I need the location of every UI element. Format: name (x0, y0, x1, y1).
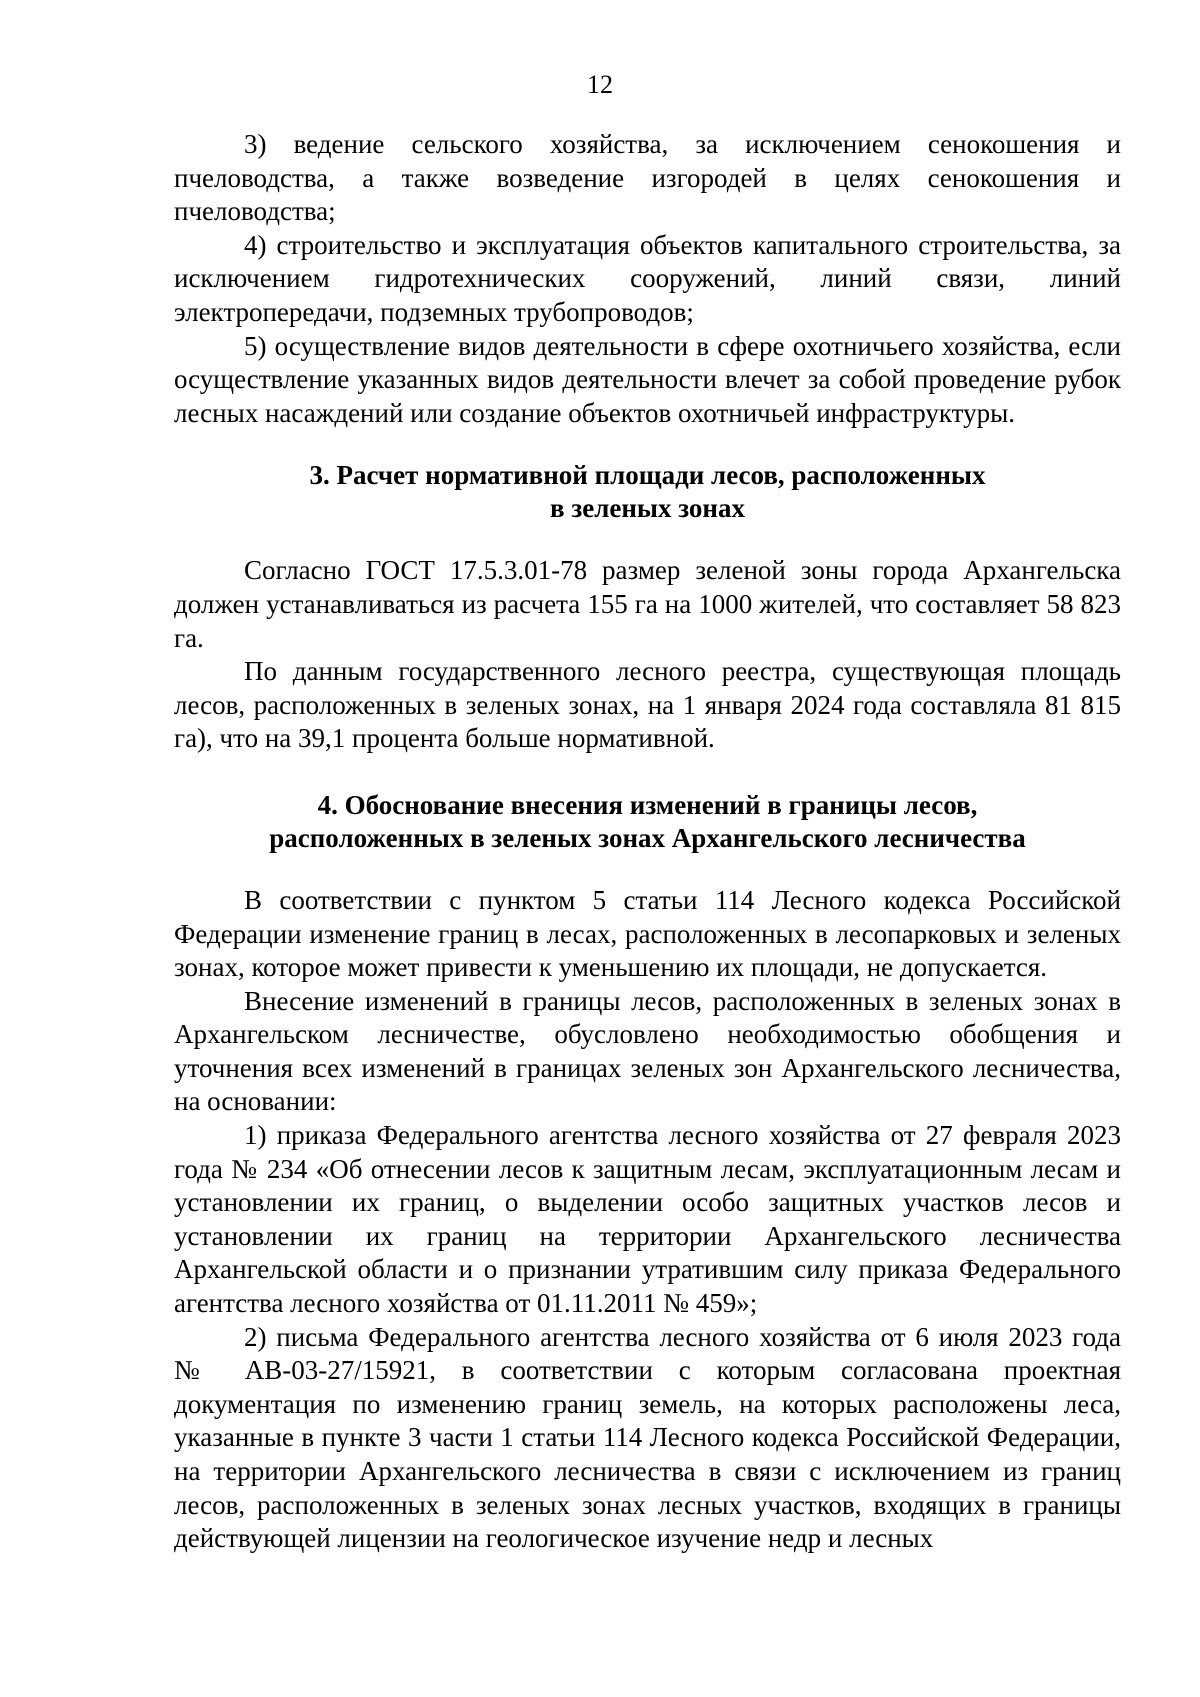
list-item-5: 5) осуществление видов деятельности в сфере охотничьего хозяйства, если осуществление указанных видов деятельности влечет за собой проведение рубок лесных насаждений или создание объектов охотничьей инфраструктуры. (174, 330, 1121, 428)
section-3-body (174, 554, 1121, 756)
page-number: 12 (587, 70, 613, 99)
section-4-heading (174, 789, 1121, 855)
section-4-paragraph: 2) письма Федерального агентства лесного хозяйства от 6 июля 2023 года № АВ-03-27/15921, в соответствии с которым согласована проектная документация по изменению границ земель, на которых расположены леса, указанные в пункте 3 части 1 статьи 114 Лесного кодекса Российской Федерации, на территории Архангельского лесничества в связи с исключением из границ лесов, расположенных в зеленых зонах лесных участков, входящих в границы действующей лицензии на геологическое изучение недр и лесных (174, 1321, 1121, 1554)
section-4-heading-line-1: 4. Обоснование внесения изменений в границы лесов, (317, 789, 978, 820)
list-top (174, 128, 1121, 430)
section-4-paragraph: Внесение изменений в границы лесов, расположенных в зеленых зонах в Архангельском лесничестве, обусловлено необходимостью обобщения и уточнения всех изменений в границах зеленых зон Архангельского лесничества, на основании: (174, 985, 1121, 1117)
document-body (174, 128, 1121, 1556)
section-3-paragraph: Согласно ГОСТ 17.5.3.01-78 размер зеленой зоны города Архангельска должен устанавливаться из расчета 155 га на 1000 жителей, что составляет 58 823 га. (174, 555, 1121, 653)
section-4-body (174, 884, 1121, 1556)
section-4-paragraph: В соответствии с пунктом 5 статьи 114 Лесного кодекса Российской Федерации изменение границ в лесах, расположенных в лесопарковых и зеленых зонах, которое может привести к уменьшению их площади, не допускается. (174, 884, 1121, 983)
section-3-paragraph: По данным государственного лесного реестра, существующая площадь лесов, расположенных в зеленых зонах, на 1 января 2024 года составляла 81 815 га), что на 39,1 процента больше нормативной. (174, 656, 1121, 754)
section-4-heading-line-2: расположенных в зеленых зонах Архангельского лесничества (269, 822, 1026, 853)
list-item-4: 4) строительство и эксплуатация объектов капитального строительства, за исключением гидротехнических сооружений, линий связи, линий электропередачи, подземных трубопроводов; (174, 229, 1121, 327)
section-3-heading (174, 459, 1121, 525)
section-3-heading-line-2: в зеленых зонах (550, 493, 745, 524)
section-4-paragraph: 1) приказа Федерального агентства лесного хозяйства от 27 февраля 2023 года № 234 «Об отнесении лесов к защитным лесам, эксплуатационным лесам и установлении их границ, о выделении особо защитных участков лесов и установлении их границ на территории Архангельского лесничества Архангельской области и о признании утратившим силу приказа Федерального агентства лесного хозяйства от 01.11.2011 № 459»; (174, 1120, 1121, 1319)
section-3-heading-line-1: 3. Расчет нормативной площади лесов, расположенных (309, 460, 986, 491)
list-item-3: 3) ведение сельского хозяйства, за исключением сенокошения и пчеловодства, а также возведение изгородей в целях сенокошения и пчеловодства; (174, 129, 1121, 227)
